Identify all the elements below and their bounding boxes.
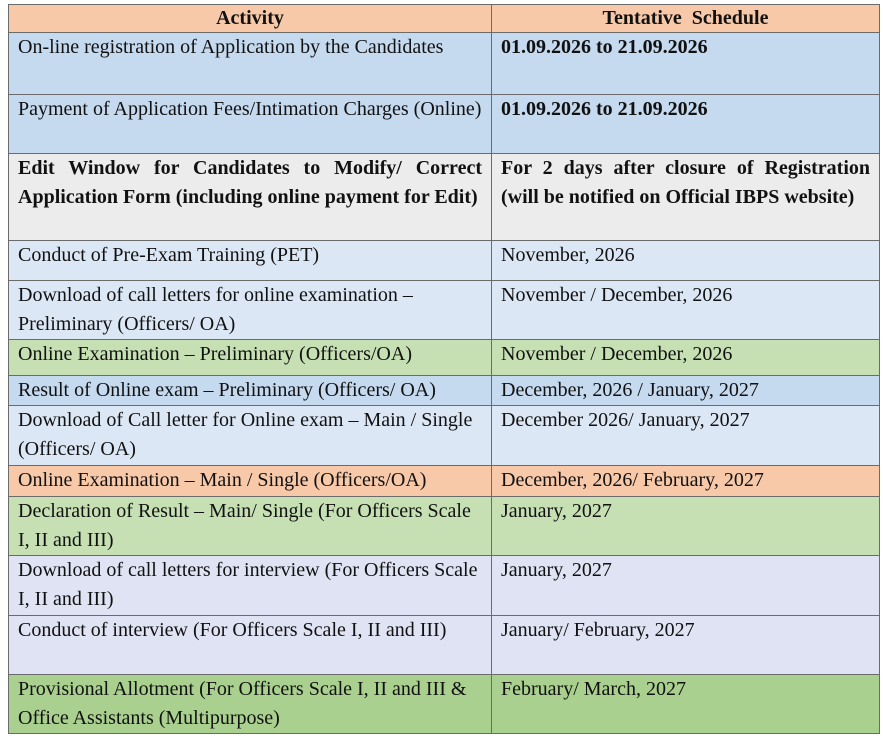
schedule-cell: 01.09.2026 to 21.09.2026 [492,33,880,95]
activity-cell: Conduct of Pre-Exam Training (PET) [9,241,492,281]
table-row [9,340,880,376]
schedule-cell: November / December, 2026 [492,340,880,376]
schedule-cell: December, 2026/ February, 2027 [492,466,880,497]
schedule-cell: January/ February, 2027 [492,616,880,675]
schedule-cell: January, 2027 [492,556,880,616]
table-row [9,33,880,95]
schedule-table [8,4,880,734]
activity-cell: Online Examination – Main / Single (Officers/OA) [9,466,492,497]
table-row [9,241,880,281]
table-body [9,33,880,734]
schedule-cell: November / December, 2026 [492,281,880,340]
activity-cell: Download of Call letter for Online exam – Main / Single (Officers/ OA) [9,406,492,466]
schedule-cell: November, 2026 [492,241,880,281]
activity-cell: Download of call letters for online examination – Preliminary (Officers/ OA) [9,281,492,340]
activity-cell: Edit Window for Candidates to Modify/ Correct Application Form (including online payment for Edit) [9,154,492,241]
table-row [9,616,880,675]
table-row [9,154,880,241]
schedule-cell: December 2026/ January, 2027 [492,406,880,466]
table-row [9,281,880,340]
activity-cell: Result of Online exam – Preliminary (Officers/ OA) [9,376,492,406]
activity-cell: On-line registration of Application by the Candidates [9,33,492,95]
schedule-cell: January, 2027 [492,497,880,556]
activity-cell: Declaration of Result – Main/ Single (For Officers Scale I, II and III) [9,497,492,556]
activity-cell: Conduct of interview (For Officers Scale I, II and III) [9,616,492,675]
schedule-cell: 01.09.2026 to 21.09.2026 [492,95,880,154]
table-row [9,95,880,154]
header-activity: Activity [9,5,492,33]
schedule-cell: December, 2026 / January, 2027 [492,376,880,406]
schedule-cell: February/ March, 2027 [492,675,880,734]
table-row [9,466,880,497]
table-row [9,497,880,556]
schedule-cell: For 2 days after closure of Registration (will be notified on Official IBPS website) [492,154,880,241]
activity-cell: Provisional Allotment (For Officers Scale I, II and III & Office Assistants (Multipurpose) [9,675,492,734]
activity-cell: Online Examination – Preliminary (Officers/OA) [9,340,492,376]
table-header-row [9,5,880,33]
table-row [9,376,880,406]
table-row [9,675,880,734]
table-row [9,556,880,616]
activity-cell: Payment of Application Fees/Intimation Charges (Online) [9,95,492,154]
activity-cell: Download of call letters for interview (For Officers Scale I, II and III) [9,556,492,616]
schedule-table-container [8,4,879,734]
table-row [9,406,880,466]
header-schedule: Tentative Schedule [492,5,880,33]
